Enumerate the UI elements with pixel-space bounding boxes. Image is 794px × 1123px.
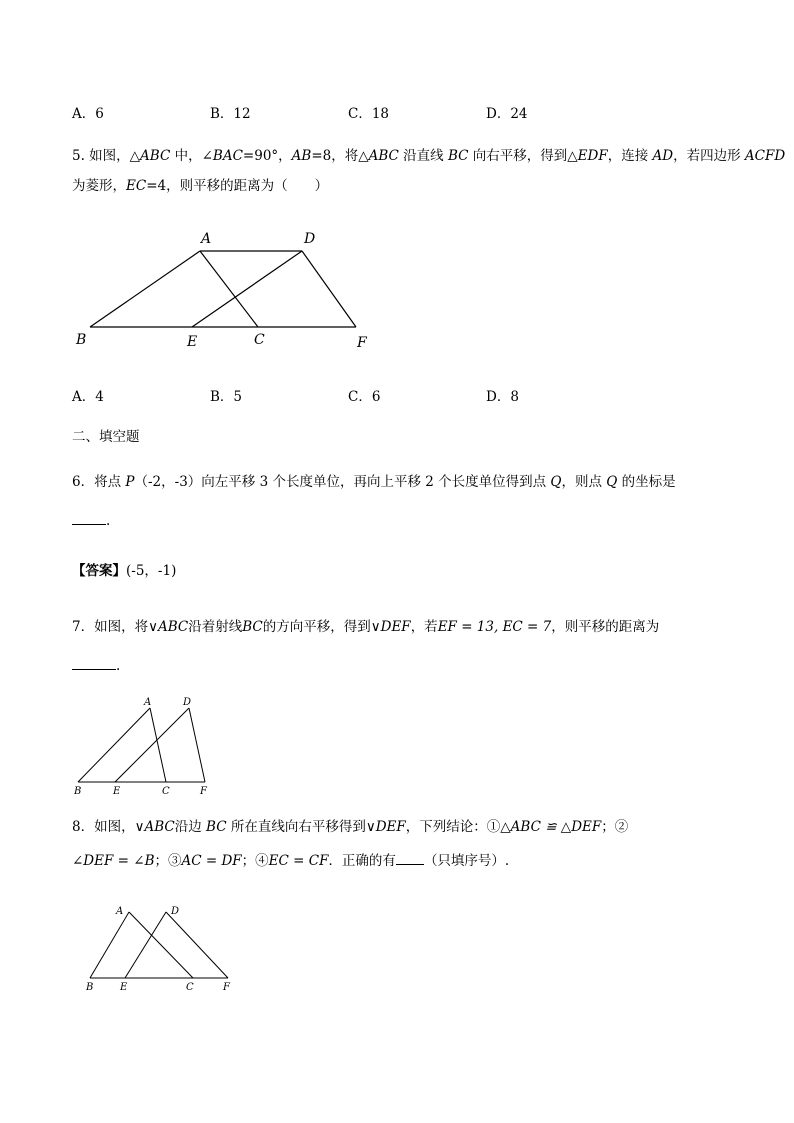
- q7-label-d: D: [183, 697, 192, 708]
- q7-stem: 7．如图，将∨ABC沿着射线BC的方向平移，得到∨DEF，若EF = 13, EC = 7，则平移的距离为: [72, 619, 660, 635]
- q6-blank-line: .: [72, 510, 110, 530]
- q8-segment-df: [166, 912, 228, 978]
- q5-option-c: C．6: [348, 389, 381, 405]
- q5-option-b: B．5: [210, 389, 243, 405]
- q5-label-e: E: [187, 334, 198, 350]
- q8-stem-line1: 8．如图，∨ABC沿边 BC 所在直线向右平移得到∨DEF，下列结论：①△ABC ≌ △DEF；②: [72, 819, 629, 835]
- q8-label-c: C: [186, 982, 194, 993]
- q4-option-b: B．12: [210, 106, 251, 122]
- q7-label-f: F: [200, 786, 207, 797]
- q8-label-e: E: [120, 982, 128, 993]
- q5-option-a: A．4: [72, 389, 104, 405]
- q5-label-a: A: [201, 231, 212, 247]
- q7-label-c: C: [162, 786, 170, 797]
- q5-label-d: D: [304, 231, 316, 247]
- q4-option-d: D．24: [486, 106, 528, 122]
- q7-blank-line: .: [72, 655, 120, 675]
- q5-stem-line2: 为菱形，EC=4，则平移的距离为（ ）: [72, 178, 329, 194]
- q5-label-b: B: [76, 332, 87, 348]
- q5-option-d: D．8: [486, 389, 519, 405]
- q8-segment-ac: [129, 912, 193, 978]
- q6-answer: 【答案】(-5，-1): [72, 563, 177, 579]
- q8-label-d: D: [171, 906, 180, 917]
- q5-label-c: C: [254, 332, 265, 348]
- q6-stem: 6．将点 P（-2，-3）向左平移 3 个长度单位，再向上平移 2 个长度单位得到点 Q，则点 Q 的坐标是: [72, 474, 676, 490]
- q8-segment-ed: [125, 912, 166, 978]
- q7-label-b: B: [74, 786, 82, 797]
- q5-label-f: F: [357, 335, 367, 351]
- q8-label-a: A: [116, 906, 124, 917]
- q8-label-f: F: [223, 982, 230, 993]
- q8-label-b: B: [86, 982, 94, 993]
- q8-stem-line2: ∠DEF = ∠B；③AC = DF；④EC = CF．正确的有 （只填序号）.: [72, 850, 509, 870]
- q7-label-a: A: [144, 697, 152, 708]
- q7-label-e: E: [113, 786, 121, 797]
- q4-option-c: C．18: [348, 106, 390, 122]
- q8-segment-ba: [90, 912, 129, 978]
- section-title: 二、填空题: [72, 429, 140, 445]
- q4-option-a: A．6: [72, 106, 104, 122]
- q5-stem-line1: 5. 如图，△ABC 中，∠BAC=90°，AB=8，将△ABC 沿直线 BC 向右平移，得到△EDF，连接 AD，若四边形 ACFD: [72, 148, 786, 164]
